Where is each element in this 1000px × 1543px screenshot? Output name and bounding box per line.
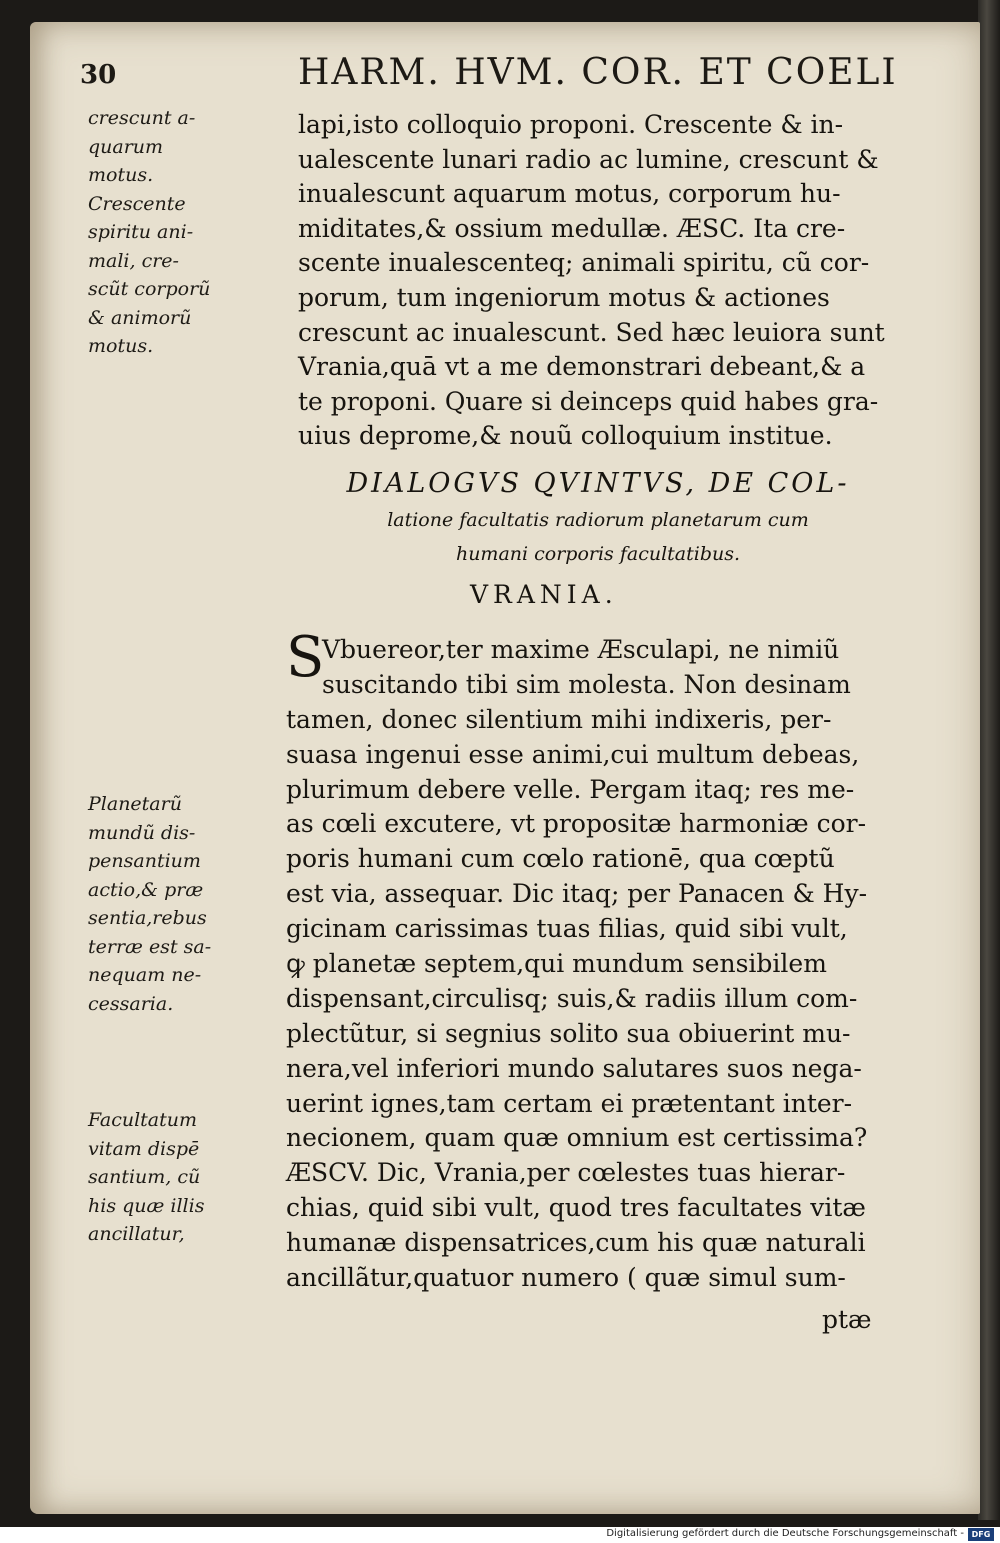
dialog-title-line-2: latione facultatis radiorum planetarum cum <box>387 509 809 531</box>
text-line: lapi,isto colloquio proponi. Crescente & in- <box>298 110 844 139</box>
text-line: ꝙ planetæ septem,qui mundum sensibilem <box>286 949 827 979</box>
margin-note-1 <box>88 104 273 361</box>
text-line: necionem, quam quæ omnium est certissima? <box>286 1123 868 1153</box>
text-line: suscitando tibi sim molesta. Non desinam <box>322 669 851 699</box>
funding-credit: Digitalisierung gefördert durch die Deutsche Forschungsgemeinschaft - <box>606 1528 964 1539</box>
text-line: suasa ingenui esse animi,cui multum debeas, <box>286 739 860 769</box>
text-line: ÆSCV. Dic, Vrania,per cœlestes tuas hierar- <box>286 1158 846 1188</box>
body-text-main <box>286 633 867 1296</box>
catchword: ptæ <box>822 1305 872 1334</box>
text-line: uius deprome,& nouũ colloquium institue. <box>298 421 833 451</box>
dfg-logo-icon: DFG <box>968 1528 994 1541</box>
text-line: dispensant,circulisq; suis,& radiis illum com- <box>286 983 858 1013</box>
margin-note-2 <box>88 790 273 1018</box>
text-line: Vrania,quā vt a me demonstrari debeant,& a <box>298 352 866 382</box>
text-line: scente inualescenteq; animali spiritu, cũ cor- <box>298 248 870 278</box>
text-line: Vbuereor,ter maxime Æsculapi, ne nimiũ <box>322 635 840 664</box>
text-line: inualescunt aquarum motus, corporum hu- <box>298 179 841 209</box>
running-head: HARM. HVM. COR. ET COELI <box>298 52 898 93</box>
text-line: plectũtur, si segnius solito sua obiuerint mu- <box>286 1018 851 1048</box>
text-line: ancillãtur,quatuor numero ( quæ simul sum- <box>286 1263 846 1293</box>
dialog-title <box>298 465 898 571</box>
book-spine <box>978 0 1000 1520</box>
text-line: humanæ dispensatrices,cum his quæ naturali <box>286 1228 866 1258</box>
page-number: 30 <box>80 60 117 90</box>
margin-note-3 <box>88 1106 273 1249</box>
dialog-title-line-1: DIALOGVS QVINTVS, DE COL- <box>346 468 850 499</box>
text-line: miditates,& ossium medullæ. ÆSC. Ita cre- <box>298 213 846 243</box>
text-line: nera,vel inferiori mundo salutares suos nega- <box>286 1053 862 1083</box>
text-line: crescunt ac inualescunt. Sed hæc leuiora sunt <box>298 317 885 347</box>
text-line: uerint ignes,tam certam ei prætentant inter- <box>286 1088 853 1118</box>
text-line: as cœli excutere, vt propositæ harmoniæ cor- <box>286 809 867 839</box>
footer-bar <box>0 1527 1000 1543</box>
speaker-heading: VRANIA. <box>470 580 618 609</box>
margin-note-text: Facultatum vitam dispē santium, cũ his quæ illis ancillatur, <box>88 1109 205 1245</box>
text-line: chias, quid sibi vult, quod tres facultates vitæ <box>286 1193 866 1223</box>
text-line: ualescente lunari radio ac lumine, crescunt & <box>298 144 879 174</box>
text-line: poris humani cum cœlo rationē, qua cœptũ <box>286 844 835 874</box>
text-line: tamen, donec silentium mihi indixeris, per- <box>286 704 832 734</box>
text-line: est via, assequar. Dic itaq; per Panacen & Hy- <box>286 879 868 909</box>
dialog-title-line-3: humani corporis facultatibus. <box>455 543 741 565</box>
margin-note-text: Planetarũ mundũ dis- pensantium actio,& præ sentia,rebus terræ est sa- nequam ne- cessaria. <box>88 793 212 1015</box>
text-line: porum, tum ingeniorum motus & actiones <box>298 282 830 312</box>
margin-note-text: crescunt a- quarum motus. Crescente spiritu ani- mali, cre- scũt corporũ & animorũ motus. <box>88 107 211 357</box>
page-header <box>80 50 900 108</box>
text-line: te proponi. Quare si deinceps quid habes gra- <box>298 386 879 416</box>
text-line: plurimum debere velle. Pergam itaq; res me- <box>286 774 855 804</box>
body-text-top <box>298 108 885 454</box>
text-line: gicinam carissimas tuas filias, quid sibi vult, <box>286 914 848 944</box>
drop-cap: S <box>286 625 325 690</box>
